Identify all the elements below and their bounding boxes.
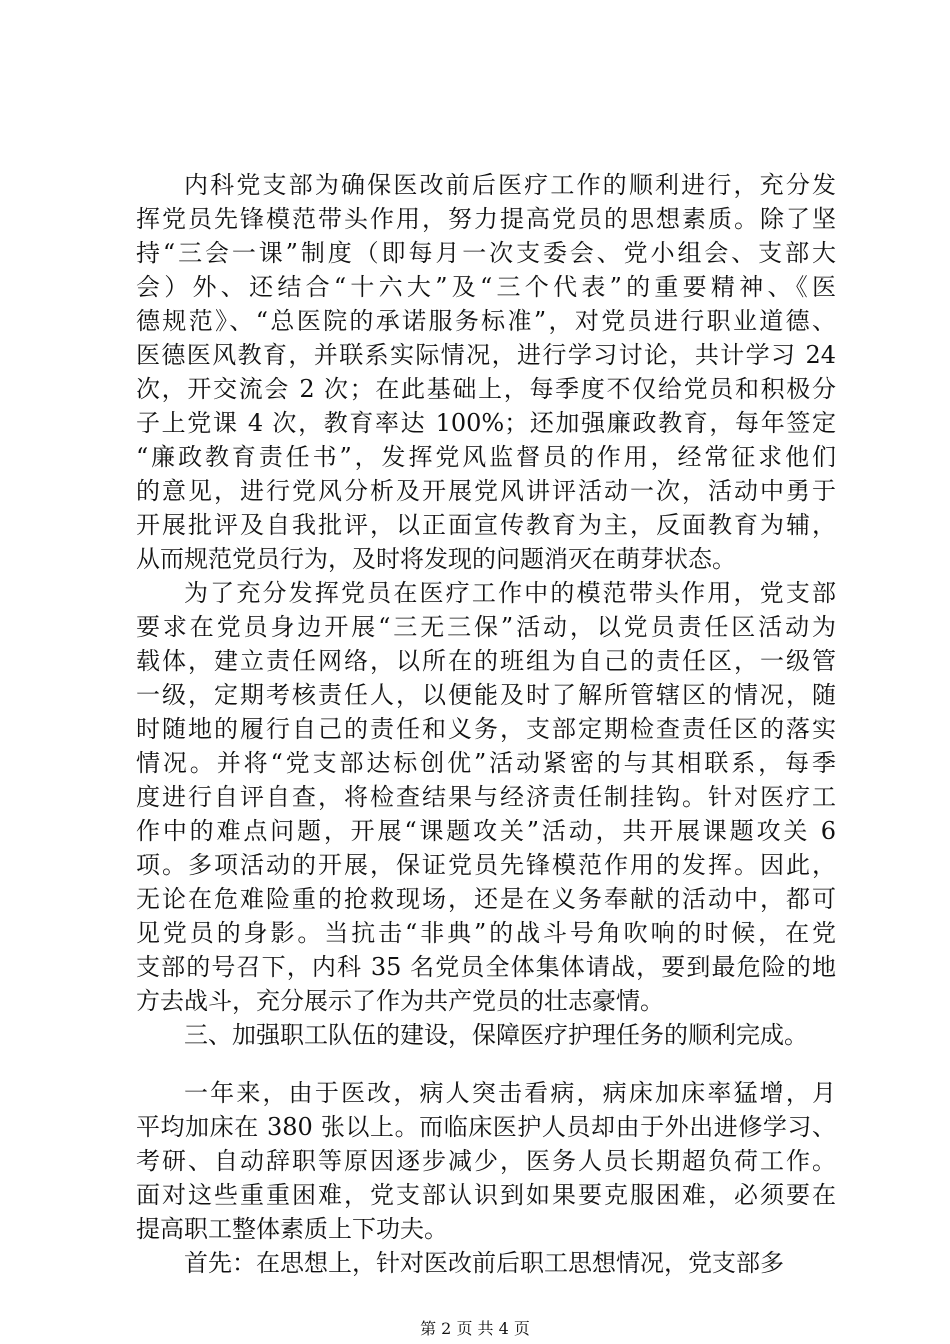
text-line: “廉政教育责任书”，发挥党风监督员的作用，经常征求他们 <box>136 443 836 471</box>
text-line: 德规范》、“总医院的承诺服务标准”，对党员进行职业道德、 <box>136 307 836 335</box>
text-line: 见党员的身影。当抗击“非典”的战斗号角吹响的时候，在党 <box>136 919 836 947</box>
text-line: 考研、自动辞职等原因逐步减少，医务人员长期超负荷工作。 <box>136 1147 836 1175</box>
text-line: 平均加床在 380 张以上。而临床医护人员却由于外出进修学习、 <box>136 1113 836 1141</box>
text-line: 面对这些重重困难，党支部认识到如果要克服困难，必须要在 <box>136 1181 836 1209</box>
text-line: 一级，定期考核责任人，以便能及时了解所管辖区的情况，随 <box>136 681 836 709</box>
text-line: 载体，建立责任网络，以所在的班组为自己的责任区，一级管 <box>136 647 836 675</box>
text-line: 首先：在思想上，针对医改前后职工思想情况，党支部多 <box>184 1249 784 1277</box>
text-line: 作中的难点问题，开展“课题攻关”活动，共开展课题攻关 6 <box>136 817 836 845</box>
text-line: 情况。并将“党支部达标创优”活动紧密的与其相联系，每季 <box>136 749 836 777</box>
text-line: 无论在危难险重的抢救现场，还是在义务奉献的活动中，都可 <box>136 885 836 913</box>
paragraph-responsibility-areas <box>136 576 836 1018</box>
text-line: 挥党员先锋模范带头作用，努力提高党员的思想素质。除了坚 <box>136 205 836 233</box>
text-line: 内科党支部为确保医改前后医疗工作的顺利进行，充分发 <box>184 171 836 199</box>
text-line: 次，开交流会 2 次；在此基础上，每季度不仅给党员和积极分 <box>136 375 836 403</box>
text-line: 项。多项活动的开展，保证党员先锋模范作用的发挥。因此， <box>136 851 836 879</box>
text-line: 的意见，进行党风分析及开展党风讲评活动一次，活动中勇于 <box>136 477 836 505</box>
paragraph-workforce <box>136 1076 836 1246</box>
text-line: 方去战斗，充分展示了作为共产党员的壮志豪情。 <box>136 987 664 1015</box>
text-line: 支部的号召下，内科 35 名党员全体集体请战，要到最危险的地 <box>136 953 836 981</box>
paragraph-firstly <box>136 1246 836 1280</box>
text-line: 医德医风教育，并联系实际情况，进行学习讨论，共计学习 24 <box>136 341 836 369</box>
text-line: 持“三会一课”制度（即每月一次支委会、党小组会、支部大 <box>136 239 836 267</box>
text-line: 提高职工整体素质上下功夫。 <box>136 1215 448 1243</box>
text-line: 从而规范党员行为，及时将发现的问题消灭在萌芽状态。 <box>136 545 736 573</box>
text-line: 时随地的履行自己的责任和义务，支部定期检查责任区的落实 <box>136 715 836 743</box>
page-number-footer: 第 2 页 共 4 页 <box>420 1319 530 1338</box>
text-line: 要求在党员身边开展“三无三保”活动，以党员责任区活动为 <box>136 613 836 641</box>
text-line: 开展批评及自我批评，以正面宣传教育为主，反面教育为辅， <box>136 511 836 539</box>
paragraph-party-education <box>136 168 836 576</box>
section-heading-three <box>136 1018 836 1052</box>
text-line: 会）外、还结合“十六大”及“三个代表”的重要精神、《医 <box>136 273 836 301</box>
section-heading: 三、加强职工队伍的建设，保障医疗护理任务的顺利完成。 <box>184 1021 808 1049</box>
text-line: 一年来，由于医改，病人突击看病，病床加床率猛增，月 <box>184 1079 836 1107</box>
text-line: 子上党课 4 次，教育率达 100%；还加强廉政教育，每年签定 <box>136 409 836 437</box>
text-line: 度进行自评自查，将检查结果与经济责任制挂钩。针对医疗工 <box>136 783 836 811</box>
text-line: 为了充分发挥党员在医疗工作中的模范带头作用，党支部 <box>184 579 836 607</box>
